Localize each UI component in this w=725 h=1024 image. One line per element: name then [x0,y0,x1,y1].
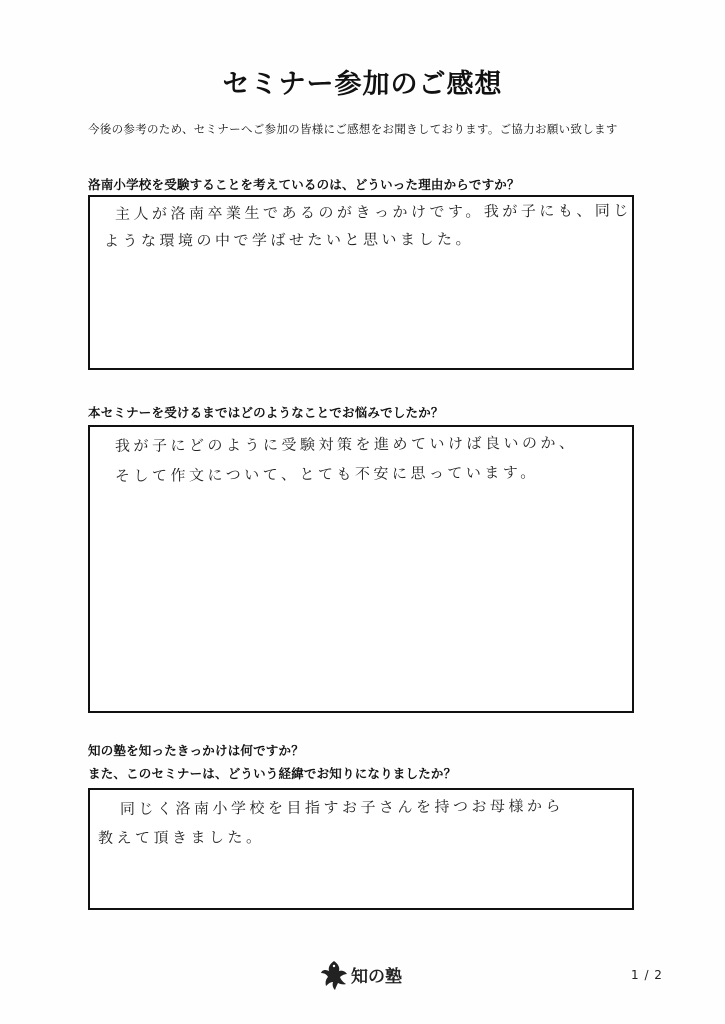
intro-text: 今後の参考のため、セミナーへご参加の皆様にご感想をお聞きしております。ご協力お願い致します [88,122,618,136]
page-title: セミナー参加のご感想 [222,69,503,100]
answer-2-line-2: そして作文について、とても不安に思っています。 [114,463,539,485]
answer-box-2[interactable] [88,425,634,713]
question-3-line-2: また、このセミナーは、どういう経緯でお知りになりましたか？ [88,766,457,781]
footer-logo [320,956,402,992]
answer-box-1[interactable] [88,195,634,370]
phoenix-icon [320,957,348,991]
answer-1-line-2: ような環境の中で学ばせたいと思いました。 [103,230,475,250]
answer-3-line-1: 同じく洛南小学校を目指すお子さんを持つお母様から [119,796,565,818]
page-number: 1 / 2 [631,968,663,982]
answer-2-line-1: 我が子にどのように受験対策を進めていけば良いのか、 [114,433,578,455]
answer-3-line-2: 教えて頂きました。 [97,828,265,847]
question-1: 洛南小学校を受験することを考えているのは、どういった理由からですか？ [88,177,520,192]
question-3-line-1: 知の塾を知ったきっかけは何ですか？ [88,743,304,758]
question-2: 本セミナーを受けるまではどのようなことでお悩みでしたか？ [88,405,444,420]
answer-1-line-1: 主人が洛南卒業生であるのがきっかけです。我が子にも、同じ [114,201,632,223]
logo-text: 知の塾 [351,966,402,987]
answer-box-3[interactable] [88,788,634,910]
